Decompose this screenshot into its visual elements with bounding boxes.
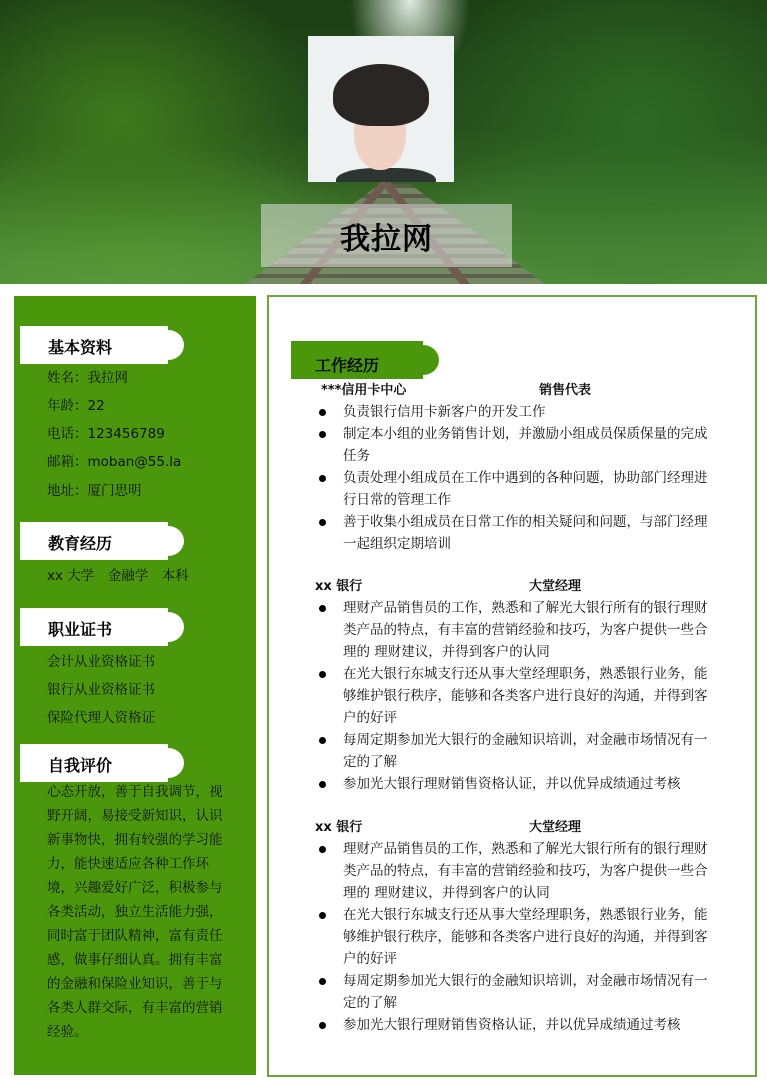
job-organization: xx 银行 — [315, 820, 363, 835]
candidate-name: 我拉网 — [340, 221, 433, 257]
job-duties-list — [315, 838, 715, 1036]
list-item: 每周定期参加光大银行的金融知识培训，对金融市场情况有一定的了解 — [315, 970, 715, 1014]
job-duties-list — [315, 401, 715, 555]
list-item: 参加光大银行理财销售资格认证，并以优异成绩通过考核 — [315, 1014, 715, 1036]
list-item: 参加光大银行理财销售资格认证，并以优异成绩通过考核 — [315, 773, 715, 795]
self-evaluation-text: 心态开放，善于自我调节，视野开阔，易接受新知识，认识新事物快，拥有较强的学习能力，能快速适应各种工作环境，兴趣爱好广泛，积极参与各类活动，独立生活能力强，同时富于团队精神，富有责任感，做事仔细认真。拥有丰富的金融和保险业知识，善于与各类人群交际，有丰富的营销经验。 — [47, 784, 223, 1040]
section-title: 基本资料 — [48, 338, 113, 357]
job-entry — [315, 379, 715, 555]
section-title: 职业证书 — [48, 620, 113, 639]
certificate-item: 银行从业资格证书 — [47, 682, 155, 698]
certificate-item: 会计从业资格证书 — [47, 654, 155, 670]
basic-info-email: 邮箱：moban@55.la — [47, 454, 182, 470]
section-title: 工作经历 — [315, 356, 380, 375]
education-item: xx 大学 金融学 本科 — [47, 568, 189, 584]
list-item: 负责处理小组成员在工作中遇到的各种问题，协助部门经理进行日常的管理工作 — [315, 467, 715, 511]
list-item: 善于收集小组成员在日常工作的相关疑问和问题，与部门经理一起组织定期培训 — [315, 511, 715, 555]
name-banner — [261, 204, 512, 267]
job-organization: xx 银行 — [315, 579, 363, 594]
list-item: 制定本小组的业务销售计划，并激励小组成员保质保量的完成任务 — [315, 423, 715, 467]
section-tab-certificates — [20, 608, 168, 646]
job-role: 销售代表 — [539, 383, 592, 398]
list-item: 理财产品销售员的工作，熟悉和了解光大银行所有的银行理财类产品的特点，有丰富的营销经验和技巧，为客户提供一些合理的 理财建议，并得到客户的认同 — [315, 597, 715, 663]
left-sidebar — [14, 296, 256, 1075]
header-banner-image — [0, 0, 767, 284]
basic-info-age: 年龄：22 — [47, 398, 105, 414]
list-item: 在光大银行东城支行还从事大堂经理职务，熟悉银行业务，能够维护银行秩序，能够和各类客户进行良好的沟通，并得到客户的好评 — [315, 663, 715, 729]
section-tab-self-evaluation — [20, 744, 168, 782]
section-tab-basic-info — [20, 326, 168, 364]
profile-photo — [308, 36, 454, 182]
basic-info-address: 地址：厦门思明 — [47, 483, 142, 499]
work-experience-panel — [267, 295, 757, 1077]
job-role: 大堂经理 — [529, 579, 582, 594]
job-entry — [315, 816, 715, 1036]
list-item: 每周定期参加光大银行的金融知识培训，对金融市场情况有一定的了解 — [315, 729, 715, 773]
job-duties-list — [315, 597, 715, 795]
job-role: 大堂经理 — [529, 820, 582, 835]
list-item: 理财产品销售员的工作，熟悉和了解光大银行所有的银行理财类产品的特点，有丰富的营销经验和技巧，为客户提供一些合理的 理财建议，并得到客户的认同 — [315, 838, 715, 904]
section-title: 自我评价 — [48, 756, 113, 775]
section-title: 教育经历 — [48, 534, 113, 553]
section-tab-work-experience — [291, 341, 423, 379]
basic-info-name: 姓名：我拉网 — [47, 370, 128, 386]
job-organization: ***信用卡中心 — [321, 383, 407, 398]
section-tab-education — [20, 522, 168, 560]
certificate-item: 保险代理人资格证 — [47, 710, 155, 726]
job-entry — [315, 575, 715, 795]
list-item: 在光大银行东城支行还从事大堂经理职务，熟悉银行业务，能够维护银行秩序，能够和各类客户进行良好的沟通，并得到客户的好评 — [315, 904, 715, 970]
basic-info-phone: 电话：123456789 — [47, 426, 165, 442]
list-item: 负责银行信用卡新客户的开发工作 — [315, 401, 715, 423]
